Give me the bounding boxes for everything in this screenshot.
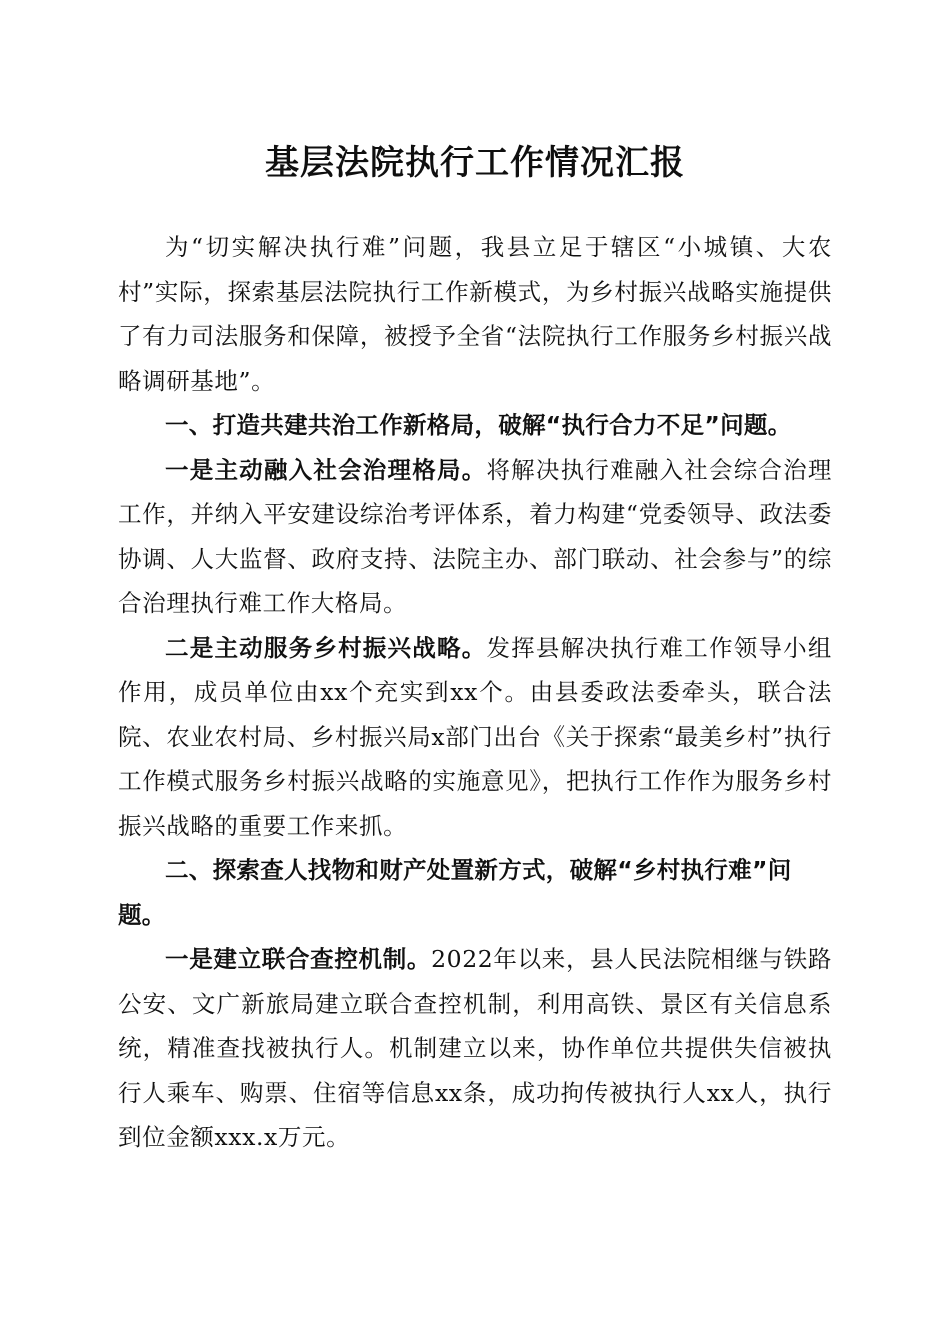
item-lead: 二是主动服务乡村振兴战略。: [165, 633, 487, 662]
section-1-item-1: [118, 448, 832, 626]
document-title: 基层法院执行工作情况汇报: [265, 143, 685, 183]
item-lead: 一是建立联合查控机制。: [165, 945, 432, 973]
section-heading-1: 一、打造共建共治工作新格局，破解“执行合力不足”问题。: [165, 411, 792, 439]
document-body: [118, 225, 832, 1160]
item-text: 发挥县解决执行难工作领导小组作用，成员单位由xx个充实到xx个。由县委政法委牵头，联合法院、农业农村局、乡村振兴局x部门出台《关于探索“最美乡村”执行工作模式服务乡村振兴战略的实施意见》，把执行工作作为服务乡村振兴战略的重要工作来抓。: [118, 633, 832, 840]
item-lead: 一是主动融入社会治理格局。: [165, 455, 487, 484]
section-2-item-1: [118, 937, 832, 1160]
item-text: 2022年以来，县人民法院相继与铁路公安、文广新旅局建立联合查控机制，利用高铁、景区有关信息系统，精准查找被执行人。机制建立以来，协作单位共提供失信被执行人乘车、购票、住宿等信息xx条，成功拘传被执行人xx人，执行到位金额xxx.x万元。: [118, 945, 832, 1151]
intro-paragraph: 为“切实解决执行难”问题，我县立足于辖区“小城镇、大农村”实际，探索基层法院执行工作新模式，为乡村振兴战略实施提供了有力司法服务和保障，被授予全省“法院执行工作服务乡村振兴战略调研基地”。: [118, 233, 832, 395]
section-1-item-2: [118, 626, 832, 849]
section-heading-2: 二、探索查人找物和财产处置新方式，破解“乡村执行难”问题。: [118, 856, 792, 929]
item-text: 将解决执行难融入社会综合治理工作，并纳入平安建设综治考评体系，着力构建“党委领导、政法委协调、人大监督、政府支持、法院主办、部门联动、社会参与”的综合治理执行难工作大格局。: [118, 455, 832, 617]
